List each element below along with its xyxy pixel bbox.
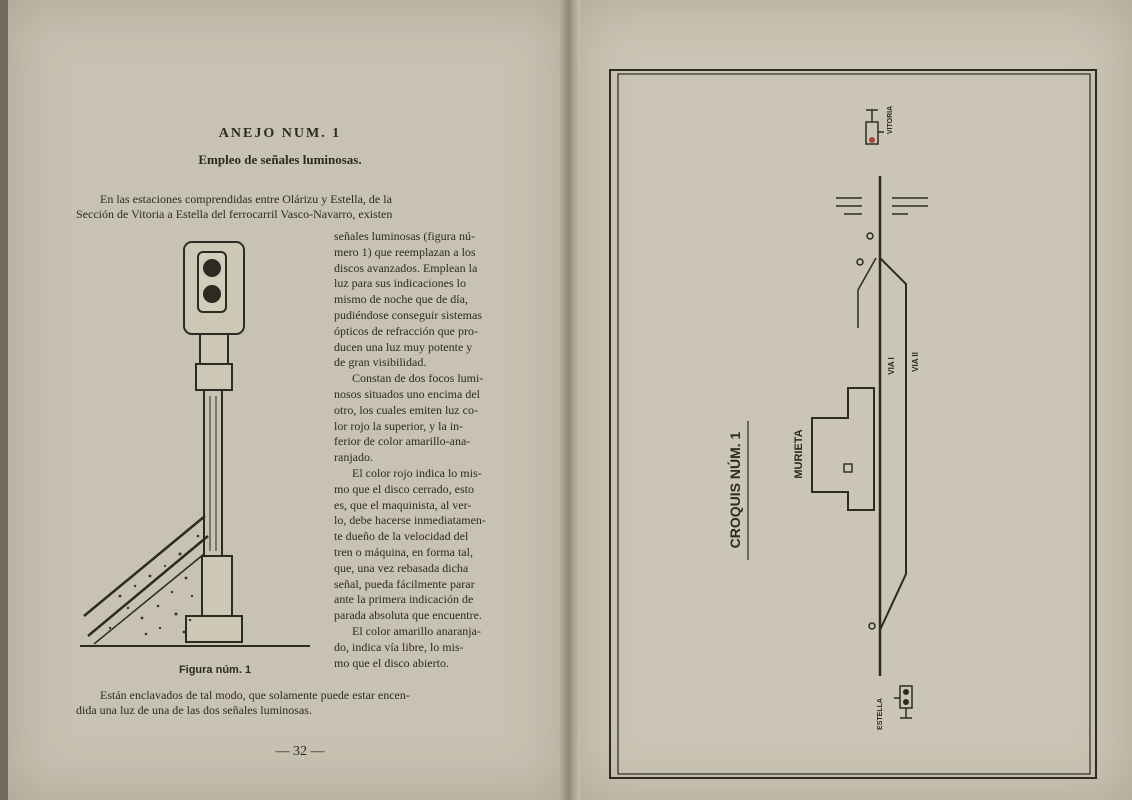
column-line: señales luminosas (figura nú- <box>334 229 475 243</box>
switch-circle-top <box>867 233 873 239</box>
column-line: ducen una luz muy potente y <box>334 339 473 354</box>
track-via-2 <box>880 258 906 630</box>
annex-heading: ANEJO NUM. 1 <box>218 126 342 141</box>
intro-paragraph <box>76 192 548 222</box>
page-number: — 32 — <box>275 744 325 759</box>
signal-illustration <box>80 236 330 656</box>
direction-label-top: VITORIA <box>887 105 894 135</box>
track-label-via-1: VIA I <box>887 357 896 375</box>
column-line: parada absoluta que encuentre. <box>334 608 482 623</box>
column-line: te dueño de la velocidad del <box>334 529 469 544</box>
signal-neck <box>200 334 228 364</box>
switch-circle-spur <box>857 259 863 265</box>
spur-track <box>858 258 876 328</box>
column-line: mismo de noche que de día, <box>334 292 468 307</box>
station-building <box>812 388 874 510</box>
rail-1 <box>84 516 205 616</box>
direction-label-bottom: ESTELLA <box>877 698 884 730</box>
diagram-title: CROQUIS NÚM. 1 <box>727 431 743 549</box>
column-line: ferior de color amarillo-ana- <box>334 434 471 449</box>
track-diagram <box>608 66 1098 782</box>
column-line: de gran visibilidad. <box>334 355 427 370</box>
column-line: tren o máquina, en forma tal, <box>334 544 473 559</box>
column-line: El color rojo indica lo mis- <box>352 465 482 480</box>
lower-lens-icon <box>204 286 220 302</box>
column-line: mo que el disco cerrado, esto <box>334 481 474 496</box>
signal-plinth <box>186 616 242 642</box>
column-line: otro, los cuales emiten luz co- <box>334 402 478 417</box>
column-line: luz para sus indicaciones lo <box>334 276 466 291</box>
intro-line: En las estaciones comprendidas entre Olárizu y Estella, de la <box>100 192 392 206</box>
column-paragraphs <box>334 229 550 671</box>
column-line: ranjado. <box>334 450 373 465</box>
pole-base <box>202 556 232 616</box>
switch-circle-bottom <box>869 623 875 629</box>
intro-line: Sección de Vitoria a Estella del ferrocarril Vasco-Navarro, existen <box>76 207 393 221</box>
column-line: mero 1) que reemplazan a los <box>334 244 476 259</box>
column-line: ante la primera indicación de <box>334 592 474 607</box>
signal-bracket <box>196 364 232 390</box>
closing-paragraph <box>76 688 548 718</box>
column-line: El color amarillo anaranja- <box>352 623 481 638</box>
closing-line: dida una luz de una de las dos señales luminosas. <box>76 703 312 717</box>
track-label-via-2: VIA II <box>911 352 920 372</box>
signal-light-top-icon <box>869 137 875 143</box>
column-line: do, indica vía libre, lo mis- <box>334 639 464 654</box>
column-line: lo, debe hacerse inmediatamen- <box>334 513 486 528</box>
column-line: ópticos de refracción que pro- <box>334 323 478 338</box>
closing-line: Están enclavados de tal modo, que solamente puede estar encen- <box>100 688 410 702</box>
column-line: Constan de dos focos lumi- <box>352 371 484 386</box>
column-line: señal, pueda fácilmente parar <box>334 576 475 591</box>
column-line: que, una vez rebasada dicha <box>334 560 469 575</box>
figure-caption: Figura núm. 1 <box>178 664 252 676</box>
column-line: pudiéndose conseguir sistemas <box>334 307 482 322</box>
column-line: es, que el maquinista, al ver- <box>334 497 472 512</box>
book-gutter <box>560 0 580 800</box>
column-line: discos avanzados. Emplean la <box>334 260 478 275</box>
upper-lens-icon <box>204 260 220 276</box>
column-line: mo que el disco abierto. <box>334 655 449 670</box>
annex-subheading: Empleo de señales luminosas. <box>198 152 362 167</box>
column-line: nosos situados uno encima del <box>334 386 480 401</box>
station-name-label: MURIETA <box>793 429 805 479</box>
column-line: lor rojo la superior, y la in- <box>334 418 464 433</box>
